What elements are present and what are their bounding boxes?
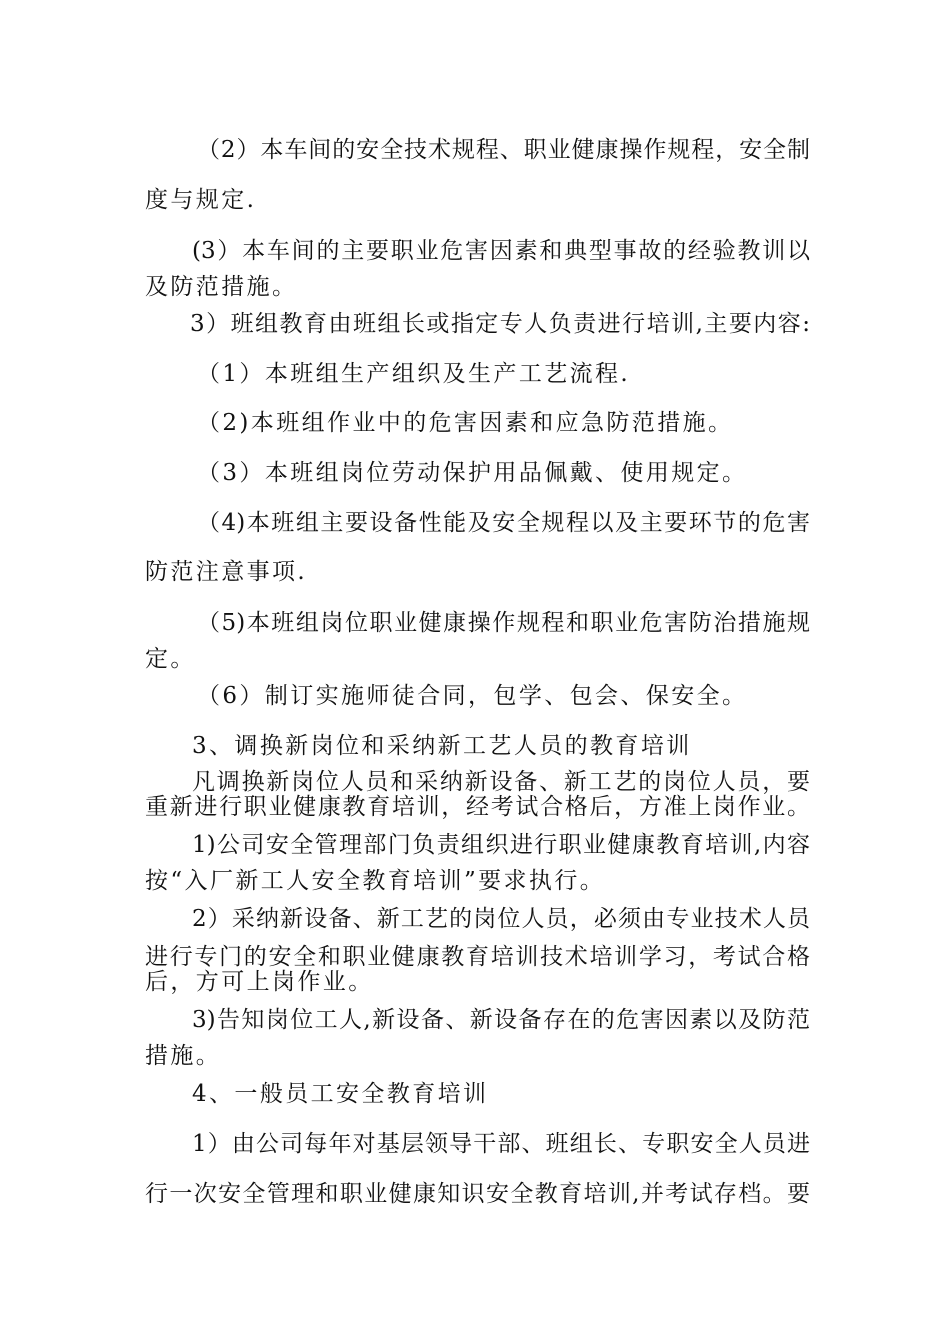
paragraph-line: 措施。 bbox=[145, 1043, 222, 1069]
section-heading: 4、一般员工安全教育培训 bbox=[192, 1081, 489, 1107]
paragraph-line: 1）由公司每年对基层领导干部、班组长、专职安全人员进 bbox=[192, 1131, 810, 1157]
paragraph-line: 重新进行职业健康教育培训，经考试合格后，方准上岗作业。 bbox=[145, 794, 810, 820]
paragraph-line: 2）采纳新设备、新工艺的岗位人员，必须由专业技术人员 bbox=[192, 906, 810, 932]
paragraph-line: （5)本班组岗位职业健康操作规程和职业危害防治措施规 bbox=[197, 610, 810, 636]
paragraph-line: （1）本班组生产组织及生产工艺流程. bbox=[197, 361, 631, 387]
paragraph-line: （2）本车间的安全技术规程、职业健康操作规程，安全制 bbox=[197, 137, 810, 163]
paragraph-line: 按“入厂新工人安全教育培训”要求执行。 bbox=[145, 868, 606, 894]
paragraph-line: （2)本班组作业中的危害因素和应急防范措施。 bbox=[197, 410, 734, 436]
paragraph-line: 防范注意事项. bbox=[145, 559, 308, 585]
paragraph-line: 后，方可上岗作业。 bbox=[145, 969, 374, 995]
paragraph-line: 定。 bbox=[145, 646, 196, 672]
paragraph-line: （4)本班组主要设备性能及安全规程以及主要环节的危害 bbox=[197, 510, 810, 536]
paragraph-line: （3）本班组岗位劳动保护用品佩戴、使用规定。 bbox=[197, 460, 748, 486]
section-heading: 3、调换新岗位和采纳新工艺人员的教育培训 bbox=[192, 733, 692, 759]
paragraph-line: 凡调换新岗位人员和采纳新设备、新工艺的岗位人员，要 bbox=[192, 769, 810, 795]
paragraph-line: （6）制订实施师徒合同，包学、包会、保安全。 bbox=[197, 683, 748, 709]
paragraph-line: 3）班组教育由班组长或指定专人负责进行培训,主要内容: bbox=[190, 311, 810, 337]
paragraph-line: 行一次安全管理和职业健康知识安全教育培训,并考试存档。要 bbox=[145, 1181, 810, 1207]
paragraph-line: 3)告知岗位工人,新设备、新设备存在的危害因素以及防范 bbox=[192, 1007, 810, 1033]
paragraph-line: 度与规定. bbox=[145, 187, 257, 213]
paragraph-line: 进行专门的安全和职业健康教育培训技术培训学习，考试合格 bbox=[145, 944, 810, 970]
paragraph-line: 1)公司安全管理部门负责组织进行职业健康教育培训,内容 bbox=[192, 832, 810, 858]
paragraph-line: (3）本车间的主要职业危害因素和典型事故的经验教训以 bbox=[192, 238, 810, 264]
paragraph-line: 及防范措施。 bbox=[145, 274, 298, 300]
